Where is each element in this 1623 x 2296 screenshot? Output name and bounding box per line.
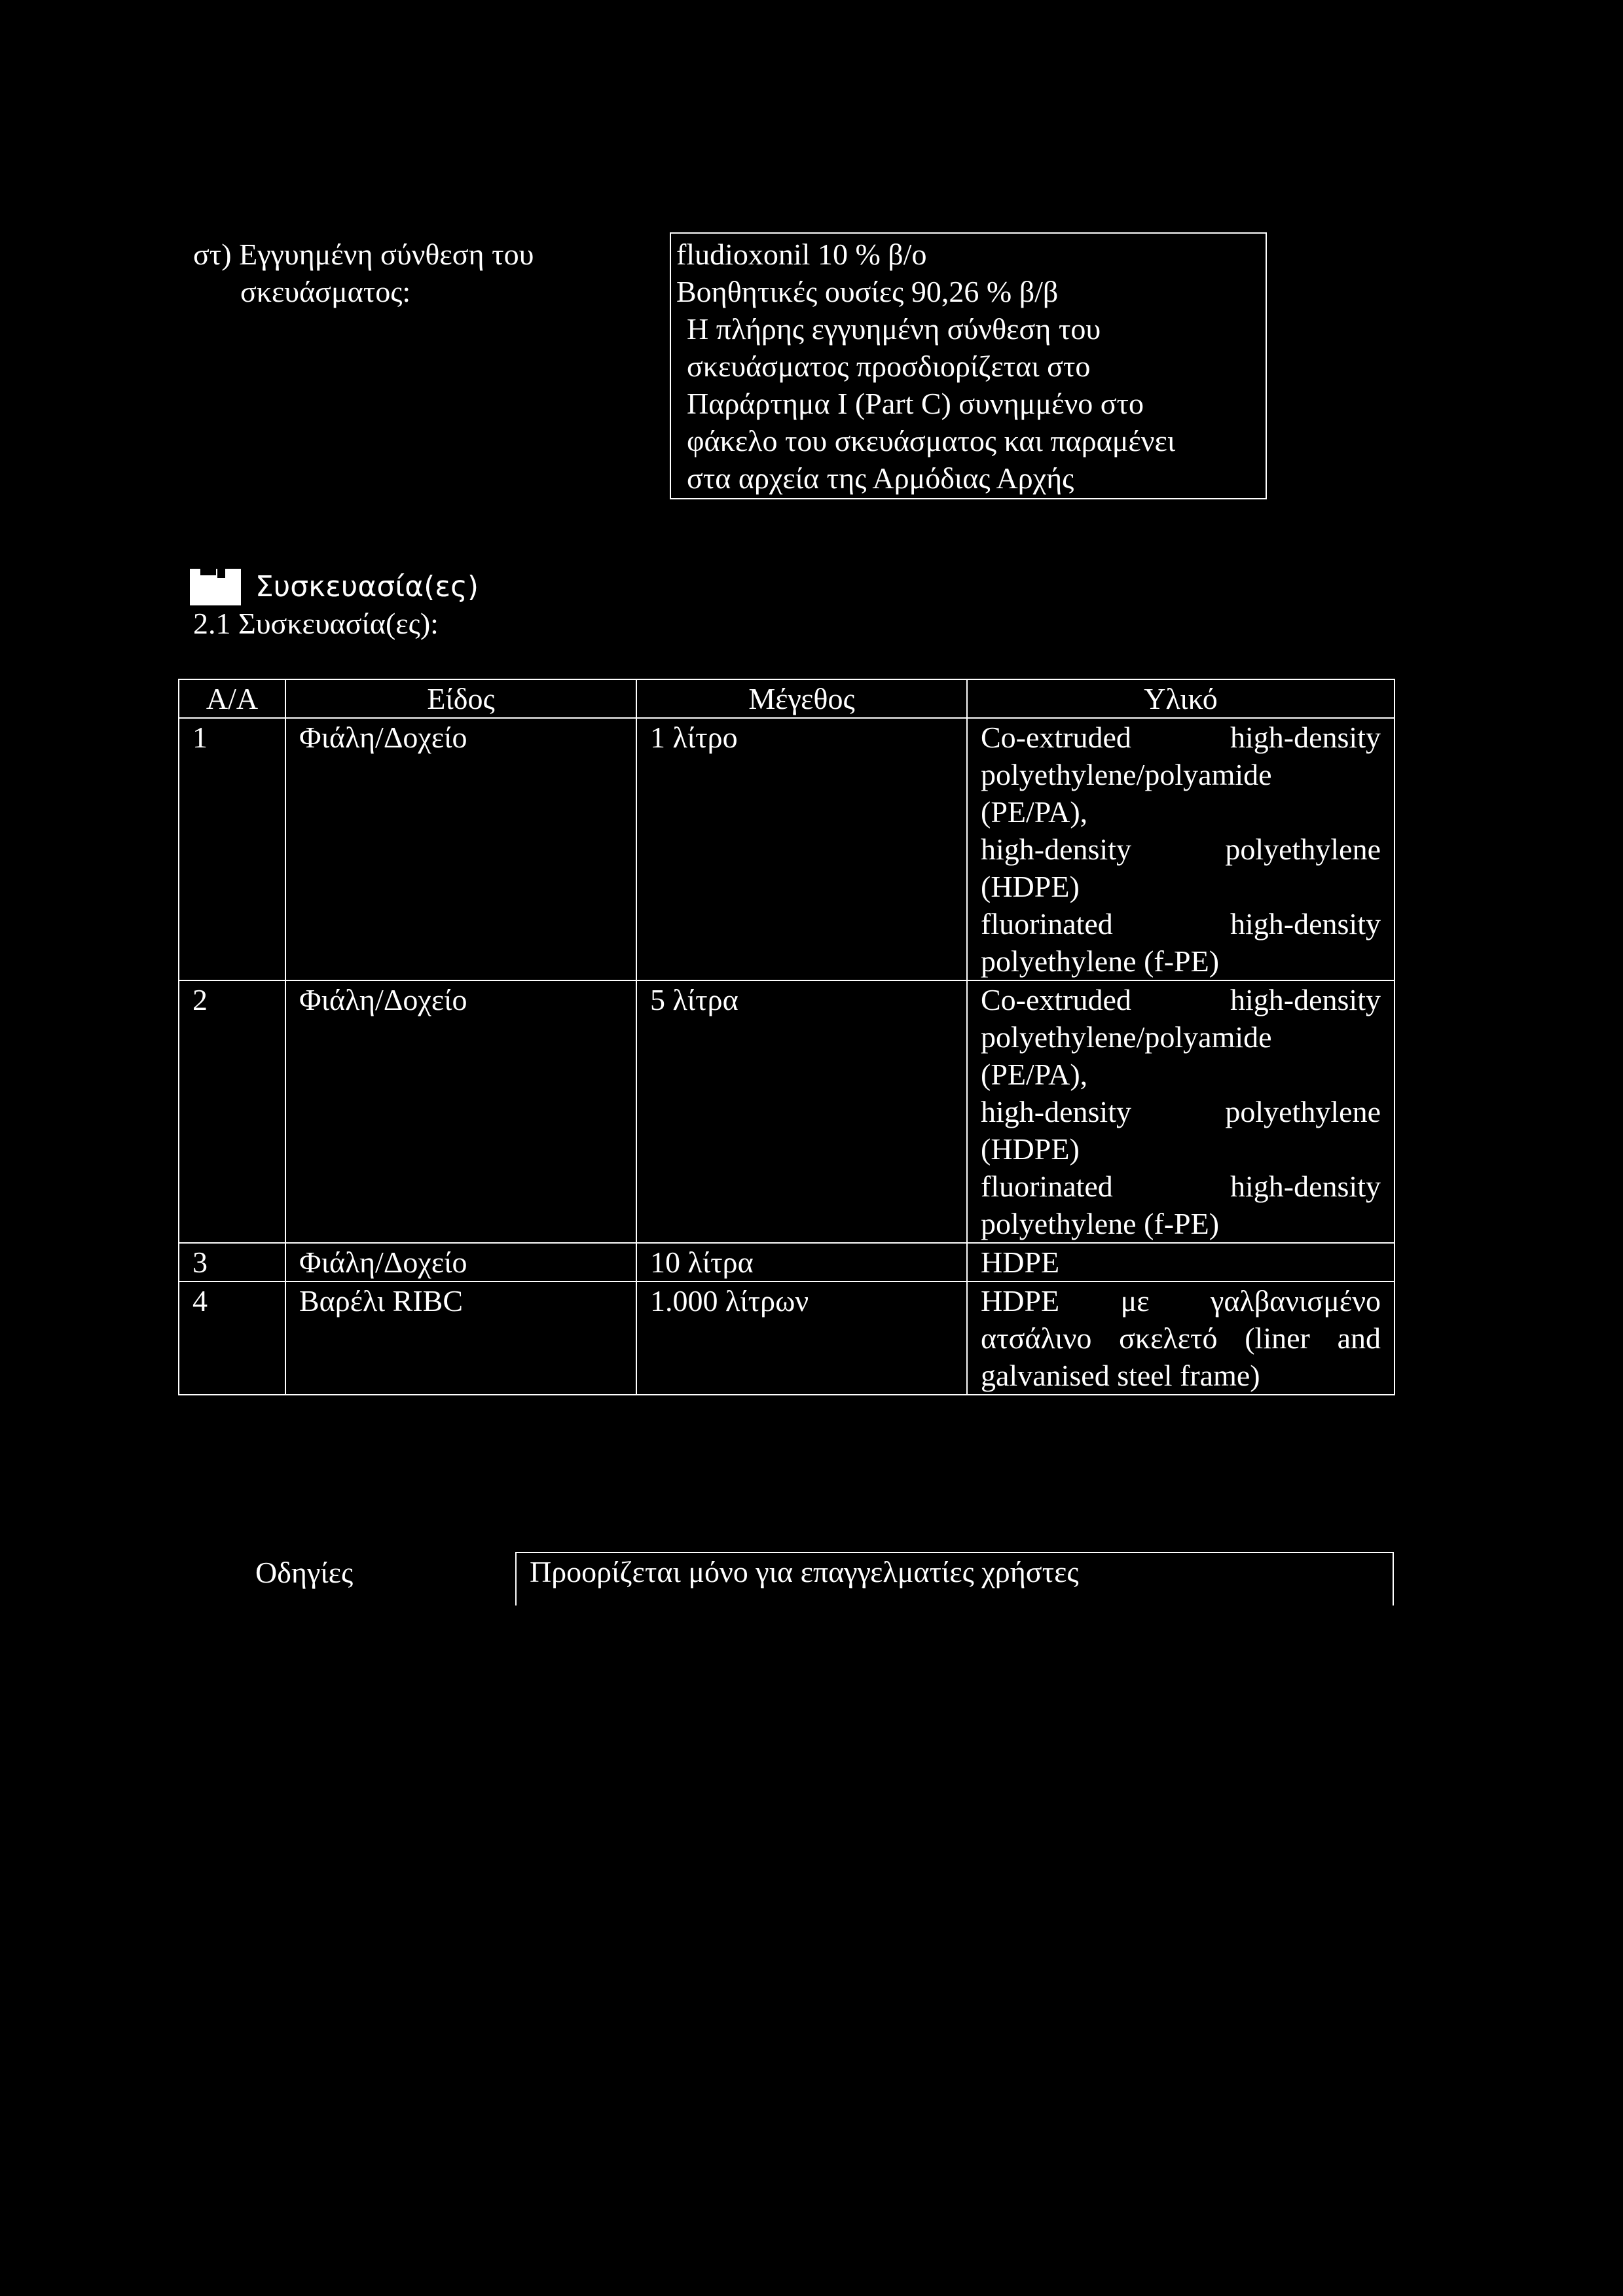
composition-line: Η πλήρης εγγυημένη σύνθεση του — [687, 312, 1101, 346]
material-line: polyethylene/polyamide — [981, 758, 1272, 791]
size-cell: 10 λίτρα — [636, 1243, 967, 1282]
column-header: Μέγεθος — [636, 679, 967, 718]
material-line: high-density polyethylene — [981, 833, 1381, 866]
type-cell: Φιάλη/Δοχείο — [285, 980, 636, 1243]
composition-line: fludioxonil 10 % β/ο — [676, 238, 927, 271]
size-cell: 5 λίτρα — [636, 980, 967, 1243]
instructions-text: Προορίζεται μόνο για επαγγελματίες χρήστες — [530, 1555, 1079, 1588]
type-cell: Φιάλη/Δοχείο — [285, 718, 636, 980]
material-cell — [967, 1282, 1395, 1395]
material-line: Co-extruded high-density — [981, 983, 1381, 1016]
material-line: (PE/PA), — [981, 1058, 1088, 1091]
composition-line: σκευάσματος προσδιορίζεται στο — [687, 350, 1091, 383]
material-line: high-density polyethylene — [981, 1095, 1381, 1128]
table-row — [179, 1282, 1395, 1395]
material-cell — [967, 718, 1395, 980]
row-number-cell: 3 — [179, 1243, 285, 1282]
column-header: Α/Α — [179, 679, 285, 718]
composition-label-line2: σκευάσματος: — [240, 275, 411, 308]
column-header: Υλικό — [967, 679, 1395, 718]
size-cell: 1.000 λίτρων — [636, 1282, 967, 1395]
row-number-cell: 1 — [179, 718, 285, 980]
column-header: Είδος — [285, 679, 636, 718]
material-line: polyethylene (f-PE) — [981, 1207, 1220, 1240]
material-line: Co-extruded high-density — [981, 721, 1381, 754]
row-number-cell: 2 — [179, 980, 285, 1243]
material-line: fluorinated high-density — [981, 1170, 1381, 1203]
composition-box — [670, 232, 1267, 499]
material-line: HDPE — [981, 1246, 1060, 1279]
instructions-box — [515, 1552, 1394, 1605]
table-row — [179, 718, 1395, 980]
composition-line: Παράρτημα Ι (Part C) συνημμένο στο — [687, 387, 1144, 420]
material-cell — [967, 980, 1395, 1243]
packaging-table — [178, 679, 1395, 1395]
material-line: polyethylene/polyamide — [981, 1020, 1272, 1054]
size-cell: 1 λίτρο — [636, 718, 967, 980]
type-cell: Βαρέλι RIBC — [285, 1282, 636, 1395]
type-cell: Φιάλη/Δοχείο — [285, 1243, 636, 1282]
table-header-row — [179, 679, 1395, 718]
table-row — [179, 1243, 1395, 1282]
composition-line: Βοηθητικές ουσίες 90,26 % β/β — [676, 275, 1059, 308]
packaging-heading — [190, 568, 479, 605]
composition-line: φάκελο του σκευάσματος και παραμένει — [687, 424, 1176, 457]
packaging-heading-text: Συσκευασία(ες) — [255, 570, 479, 603]
composition-label — [193, 236, 612, 310]
material-line: fluorinated high-density — [981, 907, 1381, 941]
row-number-cell: 4 — [179, 1282, 285, 1395]
instructions-label: Οδηγίες — [255, 1556, 354, 1589]
material-line: (HDPE) — [981, 870, 1080, 903]
material-line: HDPE με γαλβανισμένο — [981, 1284, 1381, 1318]
composition-line: στα αρχεία της Αρμόδιας Αρχής — [687, 461, 1074, 495]
material-line: ατσάλινο σκελετό (liner and — [981, 1321, 1381, 1355]
material-line: polyethylene (f-PE) — [981, 944, 1220, 978]
material-cell — [967, 1243, 1395, 1282]
folder-icon — [190, 569, 241, 605]
table-row — [179, 980, 1395, 1243]
composition-label-line1: στ) Εγγυημένη σύνθεση του — [193, 238, 534, 271]
packaging-subheading: 2.1 Συσκευασία(ες): — [193, 607, 439, 640]
material-line: (PE/PA), — [981, 795, 1088, 829]
material-line: (HDPE) — [981, 1132, 1080, 1166]
material-line: galvanised steel frame) — [981, 1359, 1260, 1392]
